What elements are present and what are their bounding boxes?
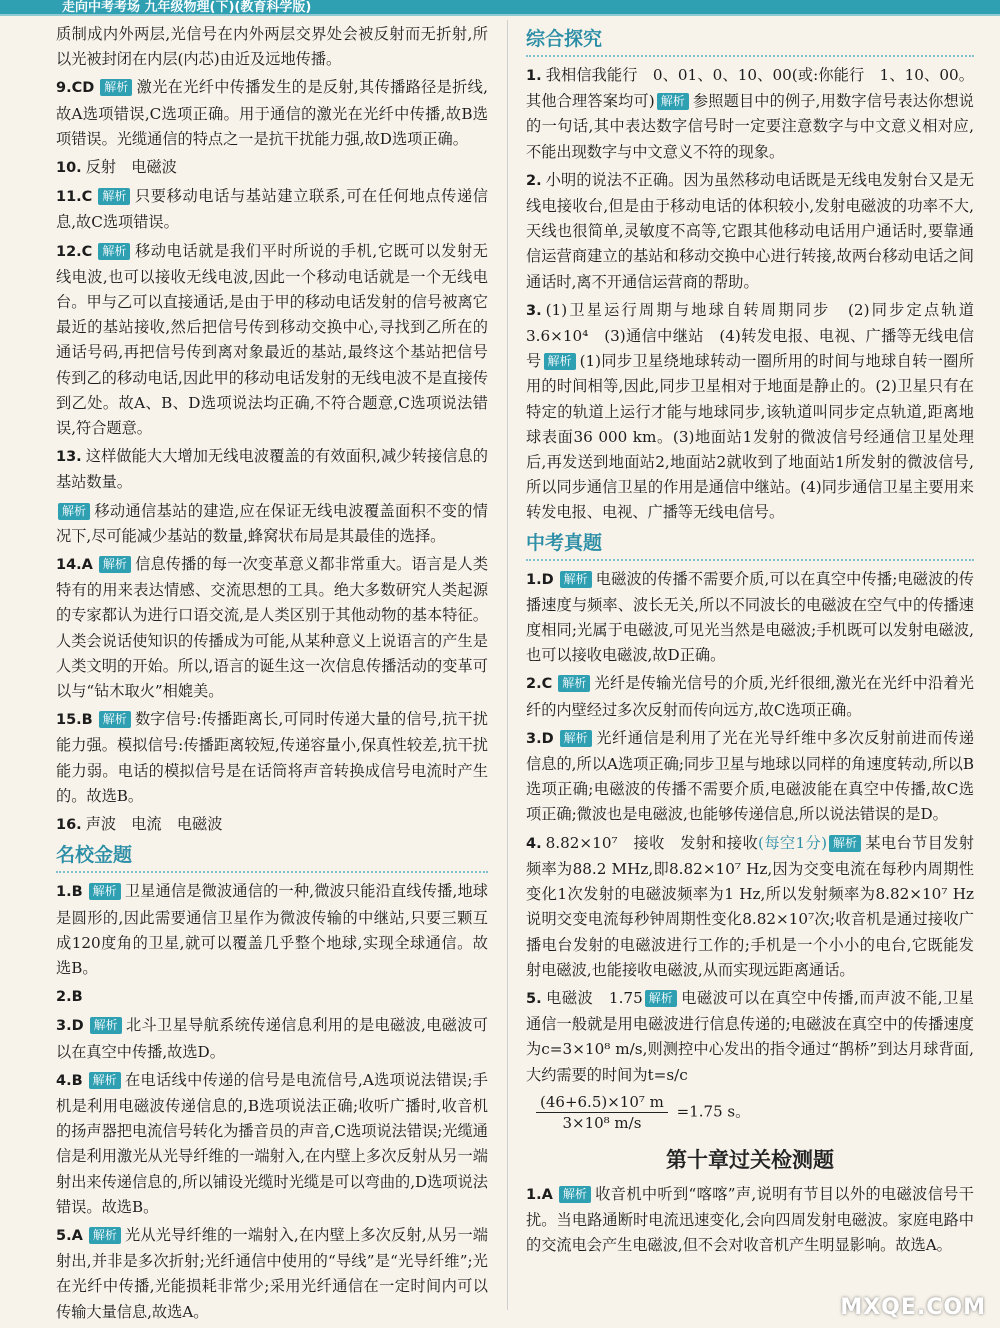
answer-item: [56, 75, 488, 152]
analysis-tag: 解析: [100, 79, 132, 96]
answer-item: [56, 22, 488, 72]
answer-text: 电磁波可以在真空中传播,而声波不能,卫星通信一般就是用电磁波进行信息传递的;电磁波在真空中的传播速度为c=3×10⁸ m/s,则测控中心发出的指令通过“鹊桥”到达月球背面,大约需要的时间为t=s/c: [526, 988, 974, 1084]
analysis-tag: 解析: [560, 571, 592, 588]
answer-number: 15.B: [56, 712, 93, 729]
answer-number: 1.: [526, 68, 542, 84]
answer-number: 10.: [56, 160, 82, 177]
answer-item: [56, 1013, 488, 1064]
answer-number: 14.A: [56, 557, 93, 574]
answer-text: 北斗卫星导航系统传递信息利用的是电磁波,电磁波可以在真空中传播,故选D。: [56, 1016, 488, 1061]
answer-number: 3.D: [56, 1018, 84, 1035]
answer-number: 5.A: [56, 1227, 83, 1244]
section-title-zonghe: 综合探究: [526, 26, 974, 57]
formula-fraction: [536, 1092, 668, 1133]
answer-text: 收音机中听到“喀喀”声,说明有节目以外的电磁波信号干扰。当电路通断时电流迅速变化,会向四周发射电磁波。家庭电路中的交流电会产生电磁波,但不会对收音机产生明显影响。故选A。: [526, 1184, 974, 1255]
answer-number: 4.B: [56, 1072, 83, 1089]
answer-item: [56, 707, 488, 809]
answer-text: 声波 电流 电磁波: [85, 815, 223, 834]
answer-text: 光纤是传输光信号的介质,光纤很细,激光在光纤中沿着光纤的内壁经过多次反射而传向远方,故C选项正确。: [526, 674, 974, 719]
answer-text: 信息传播的每一次变革意义都非常重大。语言是人类特有的用来表达情感、交流思想的工具。绝大多数研究人类起源的专家都认为进行口语交流,是人类区别于其他动物的基本特征。人类会说话使知识的传播成为可能,从某种意义上说语言的产生是人类文明的开始。所以,语言的诞生这一次信息传播活动的变革可以与“钻木取火”相媲美。: [56, 555, 488, 701]
analysis-tag: 解析: [99, 556, 131, 573]
analysis-tag: 解析: [98, 188, 130, 205]
answer-item: [56, 184, 488, 235]
answer-key: 电磁波 1.75: [545, 988, 643, 1007]
answer-number: 1.A: [526, 1186, 553, 1203]
analysis-tag: 解析: [559, 1186, 591, 1203]
section-title-chapter-test: 第十章过关检测题: [666, 1146, 834, 1172]
answer-text: 移动电话就是我们平时所说的手机,它既可以发射无线电波,也可以接收无线电波,因此一个移动电话就是一个无线电台。甲与乙可以直接通话,是由于甲的移动电话发射的信号被离它最近的基站接收,然后把信号传到移动交换中心,寻找到乙所在的通话号码,再把信号传到离对象最近的基站,最终这个基站把信号传到乙的移动电话,因此甲的移动电话发射的无线电波不是直接传到乙处。故A、B、D选项说法均正确,不符合题意,C选项说法错误,符合题意。: [56, 241, 488, 438]
answer-item: [526, 63, 974, 165]
answer-item: [56, 239, 488, 442]
answer-item: [56, 984, 488, 1010]
answer-number: 5.: [526, 990, 542, 1007]
answer-item: [526, 1182, 974, 1259]
answer-item: [526, 168, 974, 295]
analysis-tag: 解析: [657, 93, 689, 110]
analysis-tag: 解析: [89, 1227, 121, 1244]
answer-text: 光从光导纤维的一端射入,在内壁上多次反射,从另一端射出,并非是多次折射;光纤通信中使用的“导线”是“光导纤维”;光在光纤中传播,光能损耗非常少;采用光纤通信在一定时间内可以传输大量信息,故选A。: [56, 1225, 488, 1321]
answer-key: 8.82×10⁷ 接收 发射和接收: [545, 833, 759, 852]
answer-item: [56, 444, 488, 495]
answer-text: 激光在光纤中传播发生的是反射,其传播路径是折线,故A选项错误,C选项正确。用于通信的激光在光纤中传播,故B选项错误。光缆通信的特点之一是抗干扰能力强,故D选项正确。: [56, 78, 488, 148]
analysis-tag: 解析: [645, 990, 677, 1007]
answer-item: [56, 155, 488, 181]
analysis-tag: 解析: [90, 1017, 122, 1034]
analysis-tag: 解析: [99, 711, 131, 728]
page-header-bar: [0, 0, 1000, 16]
answer-text: 光纤通信是利用了光在光导纤维中多次反射前进而传递信息的,所以A选项正确;同步卫星与地球以同样的角速度转动,所以B选项正确;电磁波的传播不需要介质,电磁波能在真空中传播,故C选项正确;微波也是电磁波,也能够传递信息,所以说法错误的是D。: [526, 728, 974, 824]
answer-number: 9.CD: [56, 80, 95, 97]
answer-item: [56, 552, 488, 704]
analysis-tag: 解析: [558, 675, 590, 692]
answer-number: 1.B: [56, 884, 83, 901]
right-column: [526, 22, 990, 1261]
answer-item: [56, 812, 488, 838]
answer-number: 3.D: [526, 730, 554, 747]
answer-number: 12.C: [56, 243, 93, 260]
answer-number: 2.B: [56, 989, 83, 1006]
answer-text: 电磁波的传播不需要介质,可以在真空中传播;电磁波的传播速度与频率、波长无关,所以不同波长的电磁波在空气中的传播速度相同;光属于电磁波,可见光当然是电磁波;手机既可以发射电磁波,也可以接收电磁波,故D正确。: [526, 569, 974, 665]
answer-item: [56, 879, 488, 981]
answer-number: 4.: [526, 835, 542, 852]
page-header-title: 走向中考考场 九年级物理(下)(教育科学版): [62, 0, 312, 15]
answer-item: [56, 499, 488, 549]
section-title-mingxiao: 名校金题: [56, 842, 488, 873]
answer-item: [56, 1068, 488, 1220]
answer-item: [526, 298, 990, 526]
left-column: [56, 22, 488, 1328]
analysis-tag: 解析: [829, 835, 861, 852]
answer-item: [56, 1223, 488, 1325]
answer-number: 2.: [526, 172, 542, 189]
section-title-zhongkao: 中考真题: [526, 530, 974, 561]
formula-block: [536, 1092, 974, 1133]
formula-result: =1.75 s。: [676, 1102, 751, 1121]
right-answer-list: [526, 63, 990, 526]
left-answer-list: [56, 22, 488, 838]
answer-number: 11.C: [56, 189, 93, 206]
column-divider: [507, 20, 508, 1310]
analysis-tag: 解析: [58, 503, 90, 520]
score-note: (每空1分): [758, 833, 828, 852]
answer-number: 2.C: [526, 676, 553, 693]
answer-key: 我相信我能行 0、01、0、10、00(或:你能行 1、10、00。其他合理答案均可): [526, 66, 974, 111]
answer-text: 移动通信基站的建造,应在保证无线电波覆盖面积不变的情况下,尽可能减少基站的数量,蜂窝状布局是其最佳的选择。: [56, 501, 488, 545]
answer-number: 1.D: [526, 571, 554, 588]
answer-text: (1)同步卫星绕地球转动一圈所用的时间与地球自转一圈所用的时间相等,因此,同步卫星相对于地面是静止的。(2)卫星只有在特定的轨道上运行才能与地球同步,该轨道叫同步定点轨道,距离地球表面36 000 km。(3)地面站1发射的微波信号经通信卫星处理后,再发送到地面站2,地面站2就收到了地面站1所发射的微波信号,所以同步通信卫星的作用是通信中继站。(4)同步通信卫星主要用来转发电报、电视、广播等无线电信号。: [526, 352, 975, 522]
answer-text: 质制成内外两层,光信号在内外两层交界处会被反射而无折射,所以光被封闭在内层(内芯)由近及远地传播。: [56, 25, 488, 69]
analysis-tag: 解析: [89, 883, 121, 900]
right-answer-list-2: [526, 567, 974, 1088]
answer-item: [526, 567, 974, 669]
analysis-tag: 解析: [98, 243, 130, 260]
analysis-tag: 解析: [544, 353, 576, 370]
answer-text: 卫星通信是微波通信的一种,微波只能沿直线传播,地球是圆形的,因此需要通信卫星作为微波传输的中继站,只要三颗互成120度角的卫星,就可以覆盖几乎整个地球,实现全球通信。故选B。: [56, 882, 488, 977]
right-answer-list-3: [526, 1182, 974, 1259]
answer-text: 只要移动电话与基站建立联系,可在任何地点传递信息,故C选项错误。: [56, 187, 488, 232]
answer-number: 16.: [56, 817, 82, 834]
answer-item: [526, 831, 974, 983]
answer-number: 13.: [56, 449, 82, 466]
answer-number: 3.: [526, 302, 542, 319]
formula-denominator: 3×10⁸ m/s: [562, 1113, 642, 1132]
answer-item: [526, 671, 974, 722]
answer-text: 某电台节目发射频率为88.2 MHz,即8.82×10⁷ Hz,因为交变电流在每秒内周期性变化1次发射的电磁波频率为1 Hz,所以发射频率为8.82×10⁷ Hz说明交变电流每秒钟周期性变化8.82×10⁷次;收音机是通过接收广播电台发射的电磁波进行工作的;手机是一个小小的电台,它既能发射电磁波,也能接收电磁波,从而实现远距离通话。: [526, 833, 974, 979]
site-watermark: MXQE.COM: [840, 1295, 986, 1320]
answer-text: 小明的说法不正确。因为虽然移动电话既是无线电发射台又是无线电接收台,但是由于移动电话的体积较小,发射电磁波的功率不大,天线也很简单,灵敏度不高等,它跟其他移动电话用户通话时,要靠通信运营商建立的基站和移动交换中心进行转接,故两台移动电话之间通话时,离不开通信运营商的帮助。: [526, 170, 974, 291]
analysis-tag: 解析: [560, 730, 592, 747]
formula-numerator: (46+6.5)×10⁷ m: [536, 1092, 668, 1113]
analysis-tag: 解析: [89, 1072, 121, 1089]
answer-item: [526, 726, 974, 828]
answer-item: [526, 986, 974, 1088]
answer-text: 在电话线中传递的信号是电流信号,A选项说法错误;手机是利用电磁波传递信息的,B选项说法正确;收听广播时,收音机的扬声器把电流信号转化为播音员的声音,C选项说法错误;光缆通信是利用激光从光导纤维的一端射入,在内壁上多次反射从另一端射出来传递信息的,所以铺设光缆时光缆是可以弯曲的,D选项说法错误。故选B。: [56, 1070, 488, 1216]
answer-text: 反射 电磁波: [85, 158, 177, 177]
left-answer-list-2: [56, 879, 488, 1324]
answer-key: (1)卫星运行周期与地球自转周期同步 (2)同步定点轨道 3.6×10⁴ (3)通信中继站 (4)转发电报、电视、广播等无线电信号: [526, 300, 990, 371]
answer-text: 数字信号:传播距离长,可同时传递大量的信号,抗干扰能力强。模拟信号:传播距离较短,传递容量小,保真性较差,抗干扰能力弱。电话的模拟信号是在话筒将声音转换成信号电流时产生的。故选B。: [56, 710, 488, 805]
answer-text: 这样做能大大增加无线电波覆盖的有效面积,减少转接信息的基站数量。: [56, 447, 488, 492]
answer-text: 参照题目中的例子,用数字信号表达你想说的一句话,其中表达数字信号时一定要注意数字与中文意义相对应,不能出现数字与中文意义不符的现象。: [526, 92, 974, 161]
